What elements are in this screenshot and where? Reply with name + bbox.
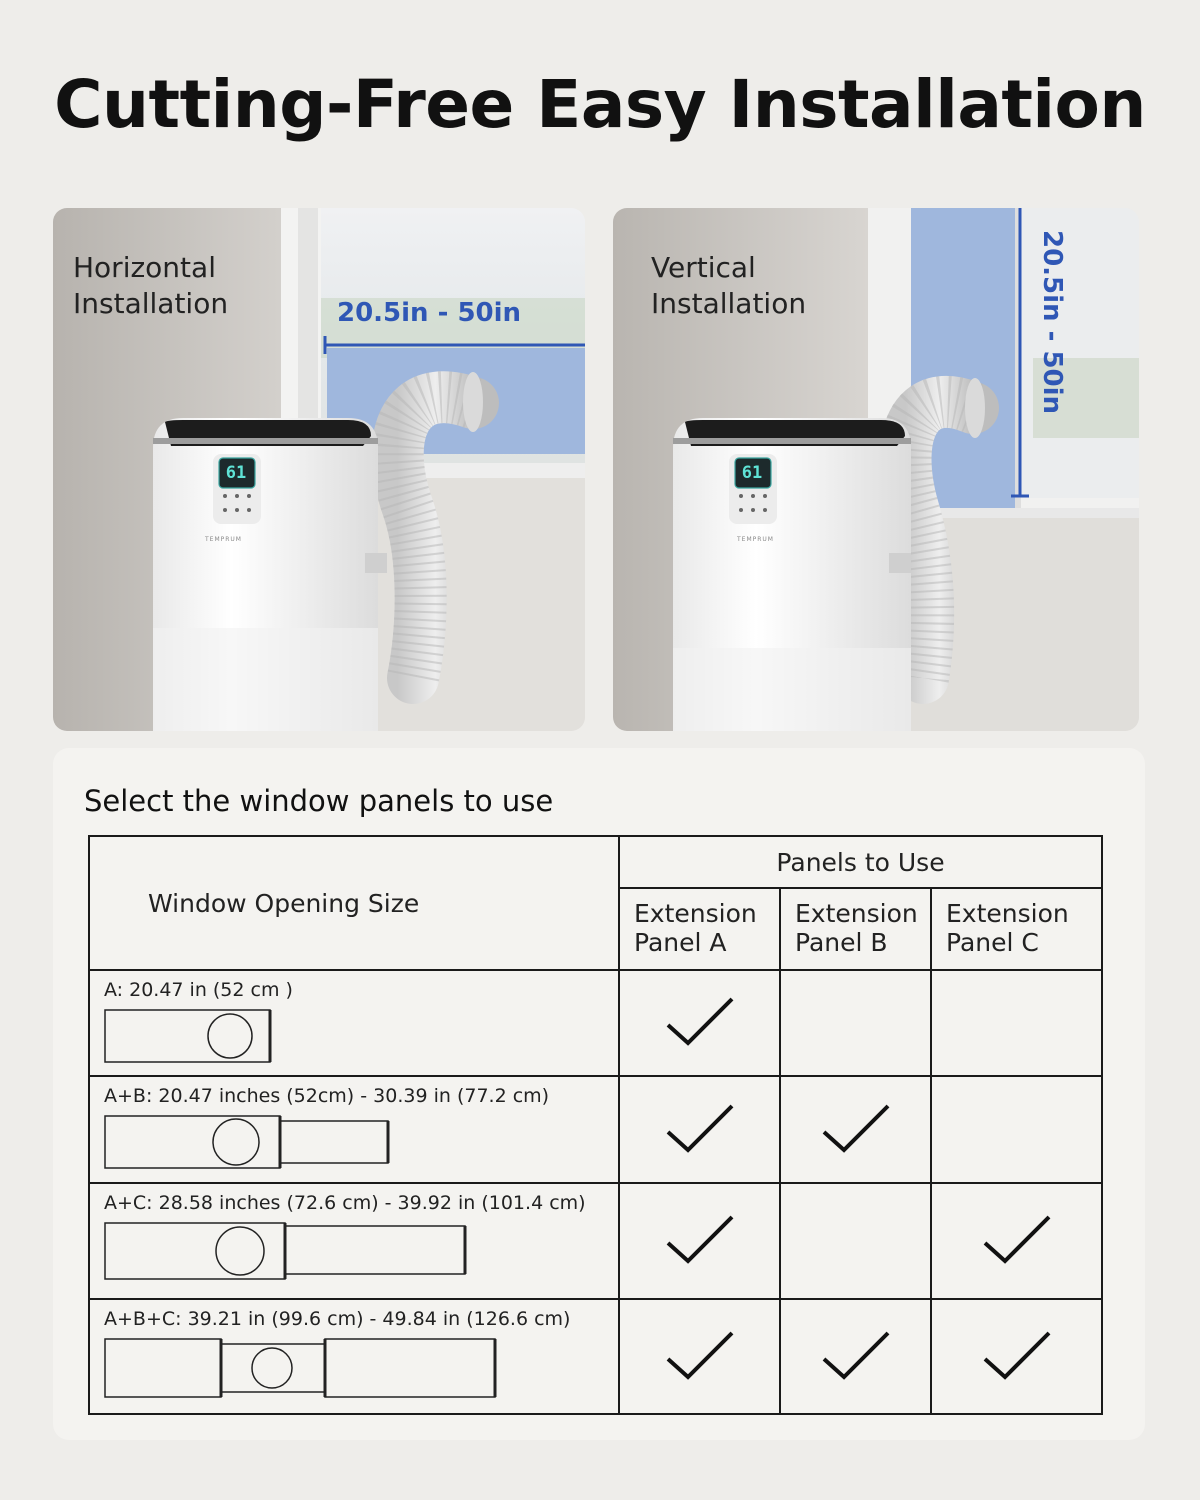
header-panel-a-line1: Extension bbox=[634, 899, 757, 928]
vertical-installation-image bbox=[613, 208, 1139, 731]
checkmark-icon bbox=[664, 1329, 736, 1381]
window-size-cell bbox=[89, 970, 619, 1076]
checkmark-icon bbox=[664, 1102, 736, 1154]
horizontal-installation-image bbox=[53, 208, 585, 731]
panel-ab-diagram bbox=[104, 1115, 394, 1171]
vertical-installation-label bbox=[651, 250, 806, 322]
horizontal-installation-label bbox=[73, 250, 228, 322]
unit-brand-logo: TEMPRUM bbox=[205, 536, 242, 543]
window-size-cell bbox=[89, 1183, 619, 1299]
page-title: Cutting-Free Easy Installation bbox=[54, 66, 1146, 143]
panel-c-cell bbox=[931, 970, 1102, 1076]
horizontal-label-line1: Horizontal bbox=[73, 251, 216, 284]
panel-selection-table bbox=[88, 835, 1103, 1415]
table-row bbox=[89, 1183, 1102, 1299]
checkmark-icon bbox=[664, 995, 736, 1047]
panel-b-cell bbox=[780, 1183, 931, 1299]
header-panel-a-line2: Panel A bbox=[634, 928, 727, 957]
header-panel-c-line2: Panel C bbox=[946, 928, 1039, 957]
checkmark-icon bbox=[981, 1213, 1053, 1265]
panel-a-cell bbox=[619, 1183, 780, 1299]
panel-b-cell bbox=[780, 1076, 931, 1183]
panel-selection-title: Select the window panels to use bbox=[84, 784, 554, 818]
header-window-opening-size: Window Opening Size bbox=[89, 836, 619, 970]
header-panels-to-use: Panels to Use bbox=[619, 836, 1102, 888]
checkmark-stroke bbox=[668, 999, 732, 1043]
checkmark-stroke bbox=[824, 1106, 888, 1150]
horizontal-measure-label: 20.5in - 50in bbox=[337, 298, 522, 328]
panel-a-diagram bbox=[104, 1009, 274, 1065]
unit-brand-logo: TEMPRUM bbox=[737, 536, 774, 543]
checkmark-stroke bbox=[824, 1333, 888, 1377]
checkmark-icon bbox=[820, 1102, 892, 1154]
checkmark-icon bbox=[981, 1329, 1053, 1381]
window-size-cell bbox=[89, 1299, 619, 1414]
panel-c-cell bbox=[931, 1299, 1102, 1414]
vertical-label-line1: Vertical bbox=[651, 251, 756, 284]
panel-c-cell bbox=[931, 1076, 1102, 1183]
panel-a-cell bbox=[619, 970, 780, 1076]
row-size-label: A+C: 28.58 inches (72.6 cm) - 39.92 in (101.4 cm) bbox=[104, 1192, 586, 1214]
header-extension-panel-a bbox=[619, 888, 780, 970]
checkmark-stroke bbox=[985, 1333, 1049, 1377]
header-panel-b-line2: Panel B bbox=[795, 928, 888, 957]
row-size-label: A: 20.47 in (52 cm ) bbox=[104, 979, 293, 1001]
unit-display: 61 bbox=[225, 463, 247, 483]
table-row bbox=[89, 970, 1102, 1076]
header-extension-panel-b bbox=[780, 888, 931, 970]
header-panel-b-line1: Extension bbox=[795, 899, 918, 928]
checkmark-icon bbox=[820, 1329, 892, 1381]
header-panel-c-line1: Extension bbox=[946, 899, 1069, 928]
panel-a-cell bbox=[619, 1076, 780, 1183]
window-size-cell bbox=[89, 1076, 619, 1183]
row-size-label: A+B: 20.47 inches (52cm) - 30.39 in (77.2 cm) bbox=[104, 1085, 550, 1107]
checkmark-stroke bbox=[985, 1217, 1049, 1261]
panel-a-cell bbox=[619, 1299, 780, 1414]
checkmark-stroke bbox=[668, 1106, 732, 1150]
table-row bbox=[89, 1299, 1102, 1414]
checkmark-stroke bbox=[668, 1333, 732, 1377]
panel-ac-diagram bbox=[104, 1222, 470, 1282]
vertical-measure-label: 20.5in - 50in bbox=[1037, 230, 1067, 415]
unit-display: 61 bbox=[741, 463, 763, 483]
header-extension-panel-c bbox=[931, 888, 1102, 970]
panel-b-cell bbox=[780, 970, 931, 1076]
panel-abc-diagram bbox=[104, 1338, 500, 1400]
panel-selection-card bbox=[53, 748, 1145, 1440]
checkmark-icon bbox=[664, 1213, 736, 1265]
row-size-label: A+B+C: 39.21 in (99.6 cm) - 49.84 in (126.6 cm) bbox=[104, 1308, 571, 1330]
horizontal-label-line2: Installation bbox=[73, 287, 229, 320]
table-row bbox=[89, 1076, 1102, 1183]
vertical-label-line2: Installation bbox=[651, 287, 807, 320]
checkmark-stroke bbox=[668, 1217, 732, 1261]
panel-c-cell bbox=[931, 1183, 1102, 1299]
panel-b-cell bbox=[780, 1299, 931, 1414]
